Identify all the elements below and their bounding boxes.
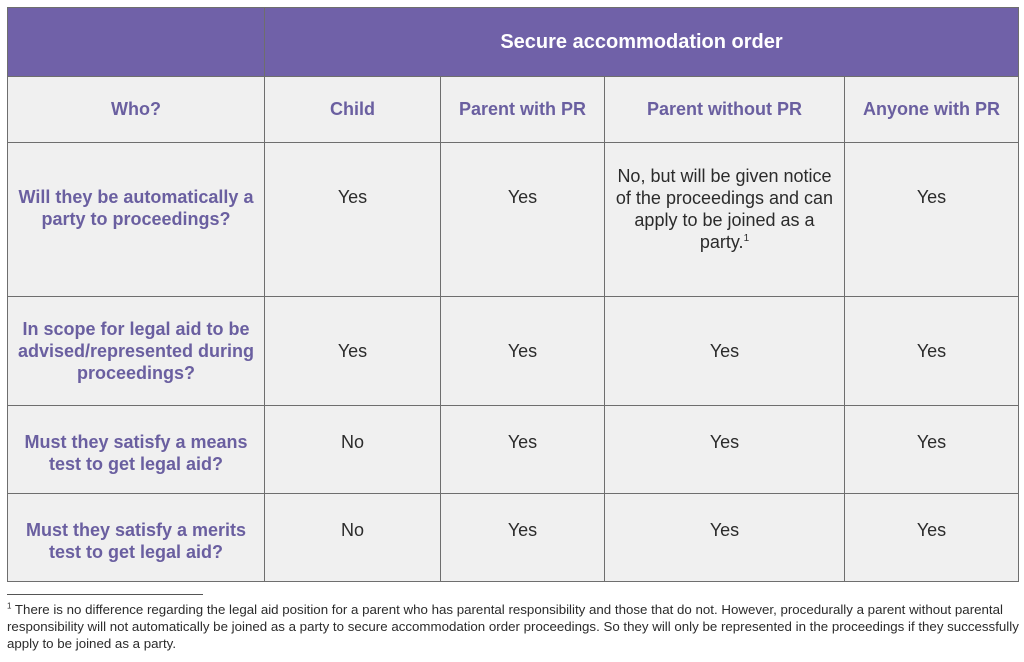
column-header-child: Child: [265, 77, 441, 143]
table-row: [8, 406, 1019, 494]
column-header-parent-with-pr: Parent with PR: [441, 77, 605, 143]
row-question: Must they satisfy a merits test to get legal aid?: [8, 494, 265, 582]
row-question: Will they be automatically a party to proceedings?: [8, 143, 265, 297]
table-cell: Yes: [845, 297, 1019, 406]
table-cell: Yes: [605, 494, 845, 582]
table-cell: No: [265, 406, 441, 494]
title-row: [8, 8, 1019, 77]
column-header-who: Who?: [8, 77, 265, 143]
column-header-anyone-with-pr: Anyone with PR: [845, 77, 1019, 143]
table-cell: Yes: [265, 143, 441, 297]
table-cell: No: [265, 494, 441, 582]
table-cell: Yes: [441, 143, 605, 297]
table-cell: Yes: [265, 297, 441, 406]
table-cell: Yes: [845, 494, 1019, 582]
column-header-row: [8, 77, 1019, 143]
column-header-parent-without-pr: Parent without PR: [605, 77, 845, 143]
table-cell: Yes: [605, 297, 845, 406]
table-cell: [605, 143, 845, 297]
footnote-text: There is no difference regarding the legal aid position for a parent who has parental responsibility and those that do not. However, procedurally a parent without parental responsibility will not automatically be joined as a party to secure accommodation order proceedings. So they will only be represented in the proceedings if they successfully apply to be joined as a party.: [7, 602, 1019, 651]
table-cell: Yes: [845, 406, 1019, 494]
table-cell: Yes: [441, 494, 605, 582]
secure-accommodation-table: [7, 7, 1019, 582]
table-cell: Yes: [845, 143, 1019, 297]
title-empty-cell: [8, 8, 265, 77]
table-cell: Yes: [441, 297, 605, 406]
table-row: [8, 494, 1019, 582]
footnote-divider: [7, 594, 203, 595]
table-cell: Yes: [441, 406, 605, 494]
table-row: [8, 143, 1019, 297]
footnote-marker: 1: [7, 601, 12, 611]
row-question: Must they satisfy a means test to get legal aid?: [8, 406, 265, 494]
row-question: In scope for legal aid to be advised/represented during proceedings?: [8, 297, 265, 406]
table-cell: Yes: [605, 406, 845, 494]
cell-text: No, but will be given notice of the proceedings and can apply to be joined as a party.: [615, 166, 834, 252]
footnote-ref: 1: [743, 233, 750, 244]
table-row: [8, 297, 1019, 406]
table-title: Secure accommodation order: [265, 8, 1019, 77]
footnote: [7, 601, 1019, 652]
